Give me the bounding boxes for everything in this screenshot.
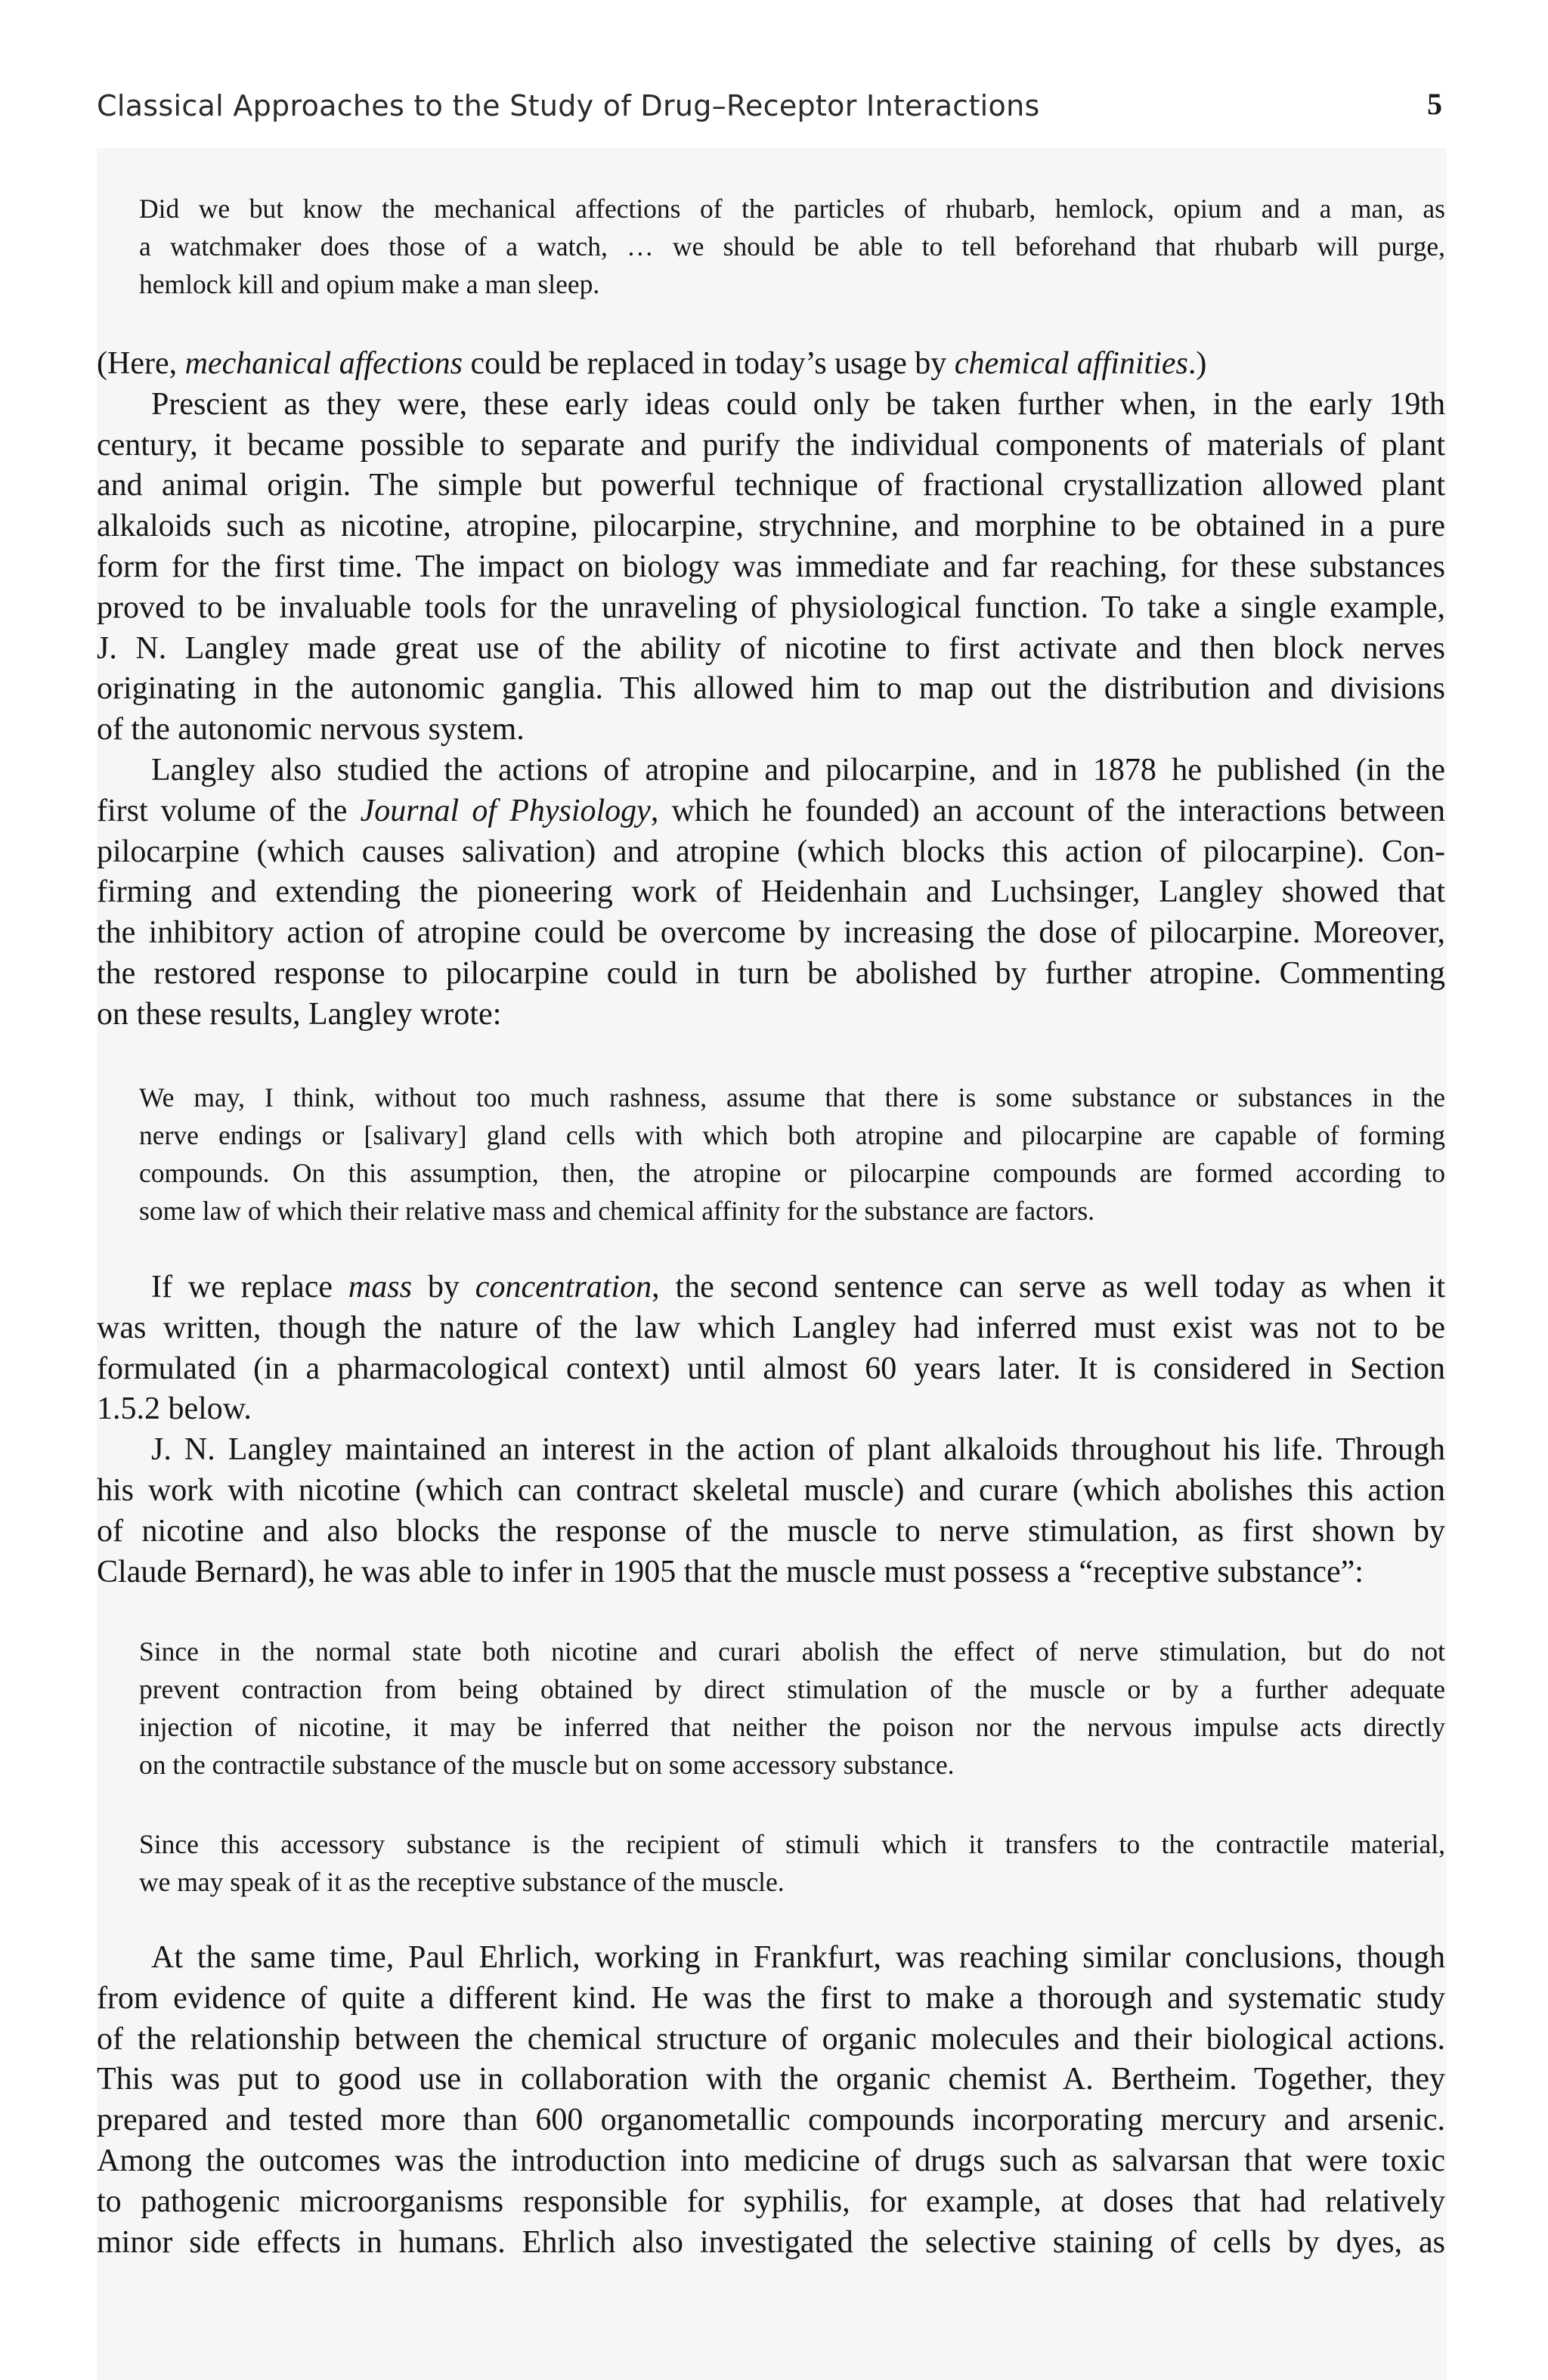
paragraph-line: of nicotine and also blocks the response of the muscle to nerve stimulation, as first shown by (97, 1513, 1445, 1549)
paragraph-line: of the autonomic nervous system. (97, 712, 525, 747)
paragraph-line: the inhibitory action of atropine could be overcome by increasing the dose of pilocarpine. Moreover, (97, 915, 1445, 951)
paragraph-line: Langley also studied the actions of atropine and pilocarpine, and in 1878 he published (in the (151, 752, 1445, 788)
block-quote-langley-1878 (97, 1079, 1445, 1230)
quote-line: hemlock kill and opium make a man sleep. (139, 269, 600, 299)
paragraph-line: from evidence of quite a different kind. He was the first to make a thorough and systematic study (97, 1980, 1445, 2016)
block-quote-langley-1905-b (97, 1825, 1445, 1901)
paragraph-line: century, it became possible to separate and purify the individual components of materials of plant (97, 427, 1445, 463)
quote-line: nerve endings or [salivary] gland cells with which both atropine and pilocarpine are capable of forming (139, 1120, 1445, 1150)
quote-line: we may speak of it as the receptive substance of the muscle. (139, 1867, 785, 1897)
paragraph-line: form for the first time. The impact on biology was immediate and far reaching, for these substances (97, 549, 1445, 584)
block-quote-hooke (97, 190, 1445, 303)
body-text-1 (97, 344, 1445, 1035)
quote-line: Since in the normal state both nicotine and curari abolish the effect of nerve stimulation, but do not (139, 1636, 1445, 1667)
quote-line: a watchmaker does those of a watch, … we should be able to tell beforehand that rhubarb will purge, (139, 231, 1445, 262)
paragraph-line: first volume of the Journal of Physiology, which he founded) an account of the interactions between (97, 793, 1446, 828)
body-text-2 (97, 1267, 1445, 1592)
quote-line: Did we but know the mechanical affections of the particles of rhubarb, hemlock, opium and a man, as (139, 193, 1445, 224)
paragraph-line: firming and extending the pioneering work of Heidenhain and Luchsinger, Langley showed that (97, 874, 1445, 910)
paragraph-line: alkaloids such as nicotine, atropine, pilocarpine, strychnine, and morphine to be obtained in a pure (97, 509, 1445, 544)
paragraph-line: minor side effects in humans. Ehrlich also investigated the selective staining of cells by dyes, as (97, 2224, 1445, 2260)
page-number: 5 (1427, 87, 1442, 121)
quote-line: prevent contraction from being obtained by direct stimulation of the muscle or by a further adequate (139, 1674, 1445, 1704)
paragraph-line: pilocarpine (which causes salivation) and atropine (which blocks this action of pilocarpine). Con- (97, 834, 1445, 869)
paragraph-line: the restored response to pilocarpine could in turn be abolished by further atropine. Commenting (97, 955, 1445, 991)
paragraph-line: 1.5.2 below. (97, 1391, 252, 1427)
running-header-title: Classical Approaches to the Study of Drug–Receptor Interactions (97, 89, 1040, 122)
paragraph-line: Among the outcomes was the introduction into medicine of drugs such as salvarsan that were toxic (97, 2143, 1445, 2178)
paragraph-line: his work with nicotine (which can contract skeletal muscle) and curare (which abolishes this action (97, 1472, 1445, 1508)
paragraph-line: and animal origin. The simple but powerful technique of fractional crystallization allowed plant (97, 468, 1445, 503)
paragraph-line: If we replace mass by concentration, the second sentence can serve as well today as when it (151, 1270, 1445, 1305)
paragraph-line: proved to be invaluable tools for the unraveling of physiological function. To take a single example, (97, 590, 1445, 625)
paragraph-line: prepared and tested more than 600 organometallic compounds incorporating mercury and arsenic. (97, 2103, 1445, 2138)
paragraph-here: (Here, mechanical affections could be replaced in today’s usage by chemical affinities.) (97, 346, 1207, 381)
paragraph-line: of the relationship between the chemical structure of organic molecules and their biological actions. (97, 2021, 1445, 2057)
quote-line: on the contractile substance of the muscle but on some accessory substance. (139, 1750, 955, 1780)
paragraph-line: to pathogenic microorganisms responsible for syphilis, for example, at doses that had relatively (97, 2183, 1445, 2219)
paragraph-line: formulated (in a pharmacological context) until almost 60 years later. It is considered in Section (97, 1351, 1445, 1386)
paragraph-line: originating in the autonomic ganglia. This allowed him to map out the distribution and divisions (97, 671, 1445, 707)
quote-line: We may, I think, without too much rashness, assume that there is some substance or substances in the (139, 1082, 1445, 1113)
paragraph-line: At the same time, Paul Ehrlich, working in Frankfurt, was reaching similar conclusions, though (151, 1940, 1445, 1975)
block-quote-langley-1905-a (97, 1633, 1445, 1784)
quote-line: injection of nicotine, it may be inferred that neither the poison nor the nervous impulse acts directly (139, 1712, 1445, 1742)
quote-line: some law of which their relative mass and chemical affinity for the substance are factors. (139, 1196, 1095, 1226)
quote-line: Since this accessory substance is the recipient of stimuli which it transfers to the contractile material, (139, 1829, 1445, 1859)
paragraph-line: This was put to good use in collaboration with the organic chemist A. Bertheim. Together, they (97, 2062, 1445, 2097)
paragraph-line: Prescient as they were, these early ideas could only be taken further when, in the early 19th (151, 386, 1445, 422)
paragraph-line: J. N. Langley maintained an interest in the action of plant alkaloids throughout his life. Through (151, 1432, 1445, 1468)
body-text-3 (97, 1938, 1445, 2263)
paragraph-line: was written, though the nature of the law which Langley had inferred must exist was not to be (97, 1310, 1445, 1345)
quote-line: compounds. On this assumption, then, the atropine or pilocarpine compounds are formed according to (139, 1158, 1445, 1188)
paragraph-line: Claude Bernard), he was able to infer in 1905 that the muscle must possess a “receptive substance”: (97, 1554, 1364, 1589)
paragraph-line: J. N. Langley made great use of the ability of nicotine to first activate and then block nerves (97, 630, 1445, 666)
paragraph-line: on these results, Langley wrote: (97, 996, 502, 1032)
